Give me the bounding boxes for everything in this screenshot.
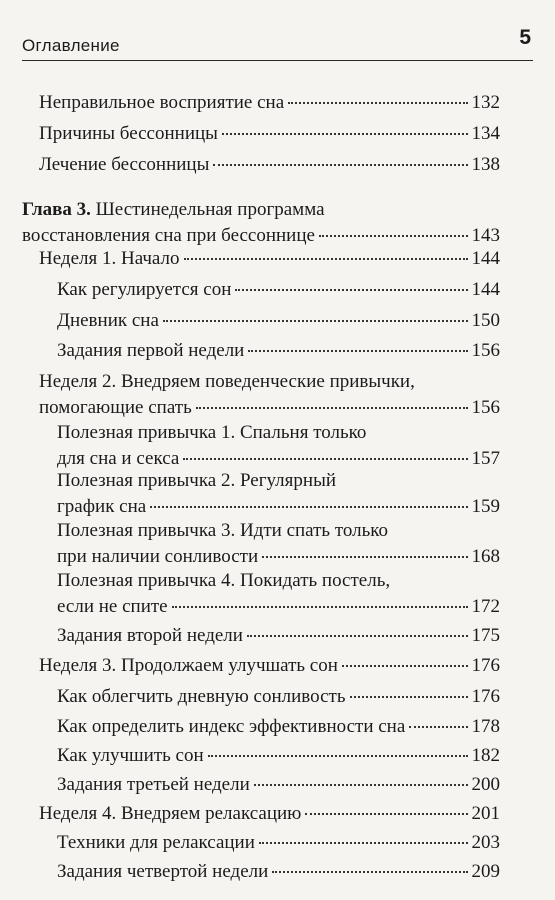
chapter-title-line2: восстановления сна при бессоннице xyxy=(22,225,315,246)
toc-entry-page: 182 xyxy=(471,745,500,766)
toc-chapter-entry xyxy=(22,197,500,249)
toc-entry xyxy=(57,308,500,334)
toc-entry-title-line1: Полезная привычка 1. Спальня только xyxy=(57,422,367,443)
toc-entry-page: 200 xyxy=(471,774,500,795)
toc-entry-page: 156 xyxy=(471,397,500,418)
toc-entry-page: 143 xyxy=(471,225,500,246)
leader-dots xyxy=(262,556,467,558)
toc-entry xyxy=(39,152,500,178)
toc-entry xyxy=(39,653,500,679)
toc-entry-title: Неправильное восприятие сна xyxy=(39,92,285,113)
toc-entry-title: Как облегчить дневную сонливость xyxy=(57,686,346,707)
toc-entry xyxy=(57,568,500,620)
toc-entry-title: Неделя 3. Продолжаем улучшать сон xyxy=(39,655,338,676)
toc-entry-page: 172 xyxy=(471,596,500,617)
header-title: Оглавление xyxy=(22,36,120,55)
toc-entry-title-line1: Полезная привычка 4. Покидать постель, xyxy=(57,570,391,591)
toc-entry xyxy=(39,121,500,147)
toc-entry-title-line2: для сна и секса xyxy=(57,448,180,469)
leader-dots xyxy=(196,407,468,409)
toc-entry-page: 157 xyxy=(471,448,500,469)
page-number: 5 xyxy=(519,26,531,49)
leader-dots xyxy=(342,665,468,667)
toc-entry-title: Лечение бессонницы xyxy=(39,154,210,175)
leader-dots xyxy=(213,164,467,166)
toc-entry-title: Неделя 1. Начало xyxy=(39,248,180,269)
toc-entry-page: 176 xyxy=(471,686,500,707)
toc-entry xyxy=(57,714,500,740)
toc-entry xyxy=(57,772,500,798)
toc-entry-title-line2: график сна xyxy=(57,496,147,517)
toc-entry-title: Как регулируется сон xyxy=(57,279,232,300)
toc-entry-page: 168 xyxy=(471,546,500,567)
toc-entry xyxy=(39,801,500,827)
toc-entry xyxy=(57,338,500,364)
toc-entry xyxy=(39,246,500,272)
toc-entry-page: 178 xyxy=(471,716,500,737)
leader-dots xyxy=(305,813,467,815)
toc-entry xyxy=(57,859,500,885)
toc-entry xyxy=(57,468,500,520)
leader-dots xyxy=(150,506,467,508)
toc-entry-page: 144 xyxy=(471,248,500,269)
toc-entry-page: 156 xyxy=(471,340,500,361)
toc-entry xyxy=(57,623,500,649)
leader-dots xyxy=(272,871,467,873)
chapter-title-line1: Шестинедельная программа xyxy=(95,199,325,220)
toc-entry xyxy=(57,277,500,303)
toc-entry-page: 209 xyxy=(471,861,500,882)
toc-entry xyxy=(57,743,500,769)
leader-dots xyxy=(183,458,467,460)
toc-entry xyxy=(57,684,500,710)
toc-entry-title: Задания первой недели xyxy=(57,340,245,361)
toc-entry-title: Задания второй недели xyxy=(57,625,243,646)
toc-entry-page: 150 xyxy=(471,310,500,331)
leader-dots xyxy=(409,726,467,728)
leader-dots xyxy=(259,842,468,844)
toc-entry xyxy=(39,369,500,421)
toc-entry xyxy=(39,90,500,116)
toc-entry-page: 144 xyxy=(471,279,500,300)
toc-entry xyxy=(57,830,500,856)
leader-dots xyxy=(208,755,468,757)
toc-entry-title-line1: Неделя 2. Внедряем поведенческие привычки, xyxy=(39,371,415,392)
toc-entry-page: 175 xyxy=(471,625,500,646)
toc-entry-title: Дневник сна xyxy=(57,310,159,331)
toc-entry-title: Как улучшить сон xyxy=(57,745,204,766)
toc-entry-title-line2: при наличии сонливости xyxy=(57,546,259,567)
toc-entry-page: 203 xyxy=(471,832,500,853)
toc-entry-title-line1: Полезная привычка 3. Идти спать только xyxy=(57,520,389,541)
toc-entry-title: Техники для релаксации xyxy=(57,832,255,853)
toc-entry-title: Неделя 4. Внедряем релаксацию xyxy=(39,803,302,824)
toc-entry-title-line2: помогающие спать xyxy=(39,397,192,418)
leader-dots xyxy=(172,606,468,608)
leader-dots xyxy=(248,350,467,352)
leader-dots xyxy=(350,696,468,698)
toc-entry xyxy=(57,518,500,570)
toc-entry-page: 138 xyxy=(471,154,500,175)
toc-entry-title: Задания третьей недели xyxy=(57,774,250,795)
leader-dots xyxy=(247,635,468,637)
leader-dots xyxy=(254,784,468,786)
leader-dots xyxy=(163,320,468,322)
toc-entry-page: 176 xyxy=(471,655,500,676)
toc-entry-page: 134 xyxy=(471,123,500,144)
leader-dots xyxy=(288,102,467,104)
leader-dots xyxy=(184,258,468,260)
toc-entry-page: 201 xyxy=(471,803,500,824)
toc-entry-page: 132 xyxy=(471,92,500,113)
toc-entry-title: Задания четвертой недели xyxy=(57,861,269,882)
leader-dots xyxy=(319,235,468,237)
toc-entry-title: Причины бессонницы xyxy=(39,123,218,144)
toc-entry-page: 159 xyxy=(471,496,500,517)
leader-dots xyxy=(235,289,467,291)
toc-entry-title-line1: Полезная привычка 2. Регулярный xyxy=(57,470,336,491)
leader-dots xyxy=(222,133,468,135)
toc-entry-title-line2: если не спите xyxy=(57,596,168,617)
toc-entry-title: Как определить индекс эффективности сна xyxy=(57,716,406,737)
toc-entry xyxy=(57,420,500,472)
chapter-label: Глава 3. xyxy=(22,199,91,220)
